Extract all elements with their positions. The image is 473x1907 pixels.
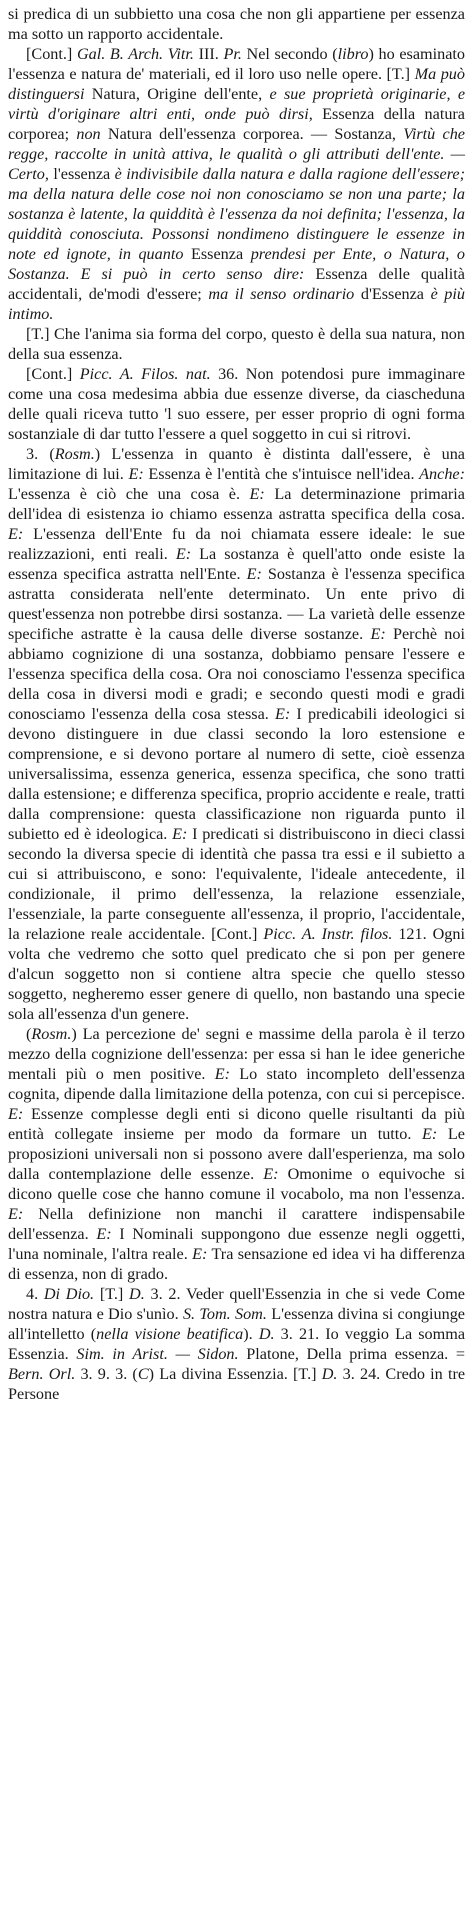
text-run: [T.] — [94, 1285, 130, 1303]
italic-text: è indivisibile dalla natura e dalla ragione dell'essere; ma della natura delle cose noi non conosciamo se non una parte; la sostanza è latente, la quiddità è l'essenza da noi definita; l'essenza, la quiddità conosciuta. Possonsi nondimeno distinguere le essenze in note ed ignote, in quanto — [8, 165, 465, 263]
text-run: [T.] Che l'anima sia forma del corpo, questo è della sua natura, non della sua essenza. — [8, 325, 465, 363]
text-run: Nel secondo ( — [241, 45, 338, 63]
italic-text: ma il senso ordinario — [208, 285, 355, 303]
italic-text: E: — [96, 1225, 112, 1243]
italic-text: D. — [129, 1285, 145, 1303]
italic-text: Sim. in Arist. — Sidon. — [76, 1345, 239, 1363]
text-run: 3. 2. Veder quell'Essenzia in che si vede Come nostra natura e Dio s'unìo. — [8, 1285, 465, 1323]
italic-text: non — [76, 125, 101, 143]
text-run: L'essenza è ciò che una cosa è. — [8, 485, 250, 503]
text-run: La determinazione primaria dell'idea di esistenza io chiamo essenza astratta specifica della cosa. — [8, 485, 465, 523]
italic-text: S. Tom. Som. — [182, 1305, 267, 1323]
paragraph — [8, 4, 465, 44]
text-run: Le proposizioni universali non si possono avere dall'esperienza, ma solo dalla contemplazione delle essenze. — [8, 1125, 465, 1183]
paragraph — [8, 364, 465, 444]
text-run: ) La divina Essenzia. [T.] — [148, 1365, 322, 1383]
italic-text: Rosm. — [31, 1025, 72, 1043]
text-run: Essenza è l'entità che s'intuisce nell'idea. — [143, 465, 420, 483]
text-run: Nella definizione non manchi il carattere indispensabile dell'essenza. — [8, 1205, 465, 1243]
italic-text: D. — [321, 1365, 338, 1383]
italic-text: Bern. Orl. — [8, 1365, 76, 1383]
text-run: [Cont.] — [26, 45, 77, 63]
italic-text: C — [137, 1365, 149, 1383]
text-run: Essenza — [183, 245, 251, 263]
text-run: Essenze complesse degli enti si dicono quelle risultanti da più entità collegate insieme per modo da formare un tutto. — [8, 1105, 465, 1143]
text-run: si predica di un subbietto una cosa che non gli appartiene per essenza ma sotto un rapporto accidentale. — [8, 5, 465, 43]
italic-text: Picc. A. Filos. nat. — [79, 365, 211, 383]
italic-text: E: — [8, 525, 24, 543]
text-run: Essenza delle qualità accidentali, de'modi d'essere; — [8, 265, 465, 303]
text-run: 36. Non potendosi pure immaginare come una cosa medesima abbia due essenze diverse, da ciascheduna delle quali riceva tutto 'l suo essere, per esser proprio di ogni forma sostanziale di dar tutto l'essere a quel soggetto in cui si ritrovi. — [8, 365, 466, 443]
text-run: 3. 9. 3. ( — [75, 1365, 138, 1383]
italic-text: Pr. — [223, 45, 242, 63]
italic-text: Picc. A. Instr. filos. — [263, 925, 393, 943]
text-run: L'essenza dell'Ente fu da noi chiamata essere ideale: le sue realizzazioni, enti reali. — [8, 525, 465, 563]
paragraph — [8, 324, 465, 364]
italic-text: e sue proprietà originarie, e virtù d'originare altri enti, onde può dirsi, — [8, 85, 466, 123]
text-run: d'Essenza — [354, 285, 431, 303]
text-run: Platone, Della prima essenza. = — [238, 1345, 466, 1363]
italic-text: è più intimo. — [8, 285, 465, 323]
text-run: Essenza della natura corporea; — [8, 105, 465, 143]
text-run: ( — [26, 1025, 32, 1043]
text-run: Natura, Origine dell'ente, — [84, 85, 270, 103]
paragraph — [8, 444, 465, 1024]
italic-text: E: — [214, 1065, 231, 1083]
text-run: Omonime o equivoche si dicono quelle cose che hanno comune il vocabolo, ma non l'essenza. — [8, 1165, 465, 1203]
italic-text: E: — [8, 1205, 24, 1223]
text-run: ) L'essenza in quanto è distinta dall'essere, è una limitazione di lui. — [8, 445, 465, 483]
text-run: ) La percezione de' segni e massime della parola è il terzo mezzo della cognizione dell'essenza: per essa si han le idee generiche mentali più o men positive. — [8, 1025, 465, 1083]
text-run: La sostanza è quell'atto onde esiste la essenza specifica astratta nell'Ente. — [8, 545, 465, 583]
italic-text: E: — [8, 1105, 24, 1123]
italic-text: E: — [263, 1165, 279, 1183]
text-run: 121. Ogni volta che vedremo che sotto quel predicato che si pon per genere d'alcun soggetto non si contiene altra specie che quello stesso soggetto, negheremo esser genere di quello, non bastando una specie sola all'essenza d'un genere. — [8, 925, 465, 1023]
paragraph — [8, 44, 465, 324]
text-run: Tra sensazione ed idea vi ha differenza di essenza, non di grado. — [8, 1245, 465, 1283]
italic-text: E: — [172, 825, 188, 843]
text-run: l'essenza — [48, 165, 115, 183]
italic-text: Gal. B. Arch. Vitr. — [76, 45, 194, 63]
italic-text: E: — [192, 1245, 208, 1263]
italic-text: Anche: — [419, 465, 465, 483]
text-run: Sostanza è l'essenza specifica astratta considerata nell'ente determinato. Un ente privo di quest'essenza non potrebbe dirsi sostanza. — La varietà delle essenze specifiche astratte è la causa delle diverse sostanze. — [8, 565, 465, 643]
paragraph — [8, 1284, 465, 1404]
text-run: Natura dell'essenza corporea. — Sostanza, — [100, 125, 404, 143]
text-run: 4. — [26, 1285, 44, 1303]
text-run: I predicati si distribuiscono in dieci classi secondo la diversa specie di identità che passa tra essi e il subietto a cui si attribuiscono, e sono: l'equivalente, l'ideale antecedente, il condizionale, il primo dell'essenza, la relazione essenziale, l'essenziale, la parte conseguente all'essenza, il proprio, l'accidentale, la relazione reale accidentale. [Cont.] — [8, 825, 465, 943]
italic-text: E: — [175, 545, 192, 563]
italic-text: E: — [422, 1125, 438, 1143]
text-run: 3. 24. Credo in tre Persone — [8, 1365, 466, 1403]
italic-text: D. — [258, 1325, 275, 1343]
text-run: ) ho esaminato l'essenza e natura de' materiali, ed il loro uso nelle opere. [T.] — [8, 45, 466, 83]
italic-text: E: — [274, 705, 291, 723]
italic-text: prendesi per Ente, o Natura, o Sostanza. E si può in certo senso dire: — [8, 245, 466, 283]
italic-text: Di Dio. — [43, 1285, 95, 1303]
text-run: I predicabili ideologici si devono distinguere in due classi secondo la loro estensione e comprensione, e si devono portare al numero di sette, cioè essenza universalissima, essenza generica, essenza specifica, che sono tratti dalla estensione; e differenza specifica, proprio accidente e reale, tratti dalla comprensione: questa classificazione non riguarda punto il subietto ed è ideologica. — [8, 705, 465, 843]
italic-text: E: — [370, 625, 386, 643]
text-run: 3. ( — [26, 445, 55, 463]
paragraph — [8, 1024, 465, 1284]
text-run: L'essenza divina si congiunge all'intelletto ( — [8, 1305, 465, 1343]
italic-text: E: — [249, 485, 265, 503]
text-run: Lo stato incompleto dell'essenza cognita, dipende dalla limitazione della potenza, con cui si percepisce. — [8, 1065, 465, 1103]
italic-text: Virtù che regge, raccolte in unità attiva, le qualità o gli attributi dell'ente. — Certo, — [8, 125, 465, 183]
text-run: ). — [243, 1325, 259, 1343]
italic-text: Rosm. — [54, 445, 95, 463]
italic-text: libro — [337, 45, 369, 63]
text-run: [Cont.] — [26, 365, 80, 383]
italic-text: Ma può distinguersi — [8, 65, 465, 103]
italic-text: nella visione beatifica — [96, 1325, 244, 1343]
text-run: I Nominali suppongono due essenze negli oggetti, l'una nominale, l'altra reale. — [8, 1225, 466, 1263]
text-run: Perchè noi abbiamo cognizione di una sostanza, dobbiamo pensare l'essere e l'essenza specifica della cosa. Ora noi conosciamo l'essenza specifica della cosa in diversi modi e gradi; e secondo questi modi e gradi conosciamo l'essenza della cosa stessa. — [8, 625, 465, 723]
text-run: 3. 21. Io veggio La somma Essenzia. — [8, 1325, 466, 1363]
italic-text: E: — [246, 565, 262, 583]
text-run: III. — [193, 45, 224, 63]
italic-text: E: — [128, 465, 144, 483]
